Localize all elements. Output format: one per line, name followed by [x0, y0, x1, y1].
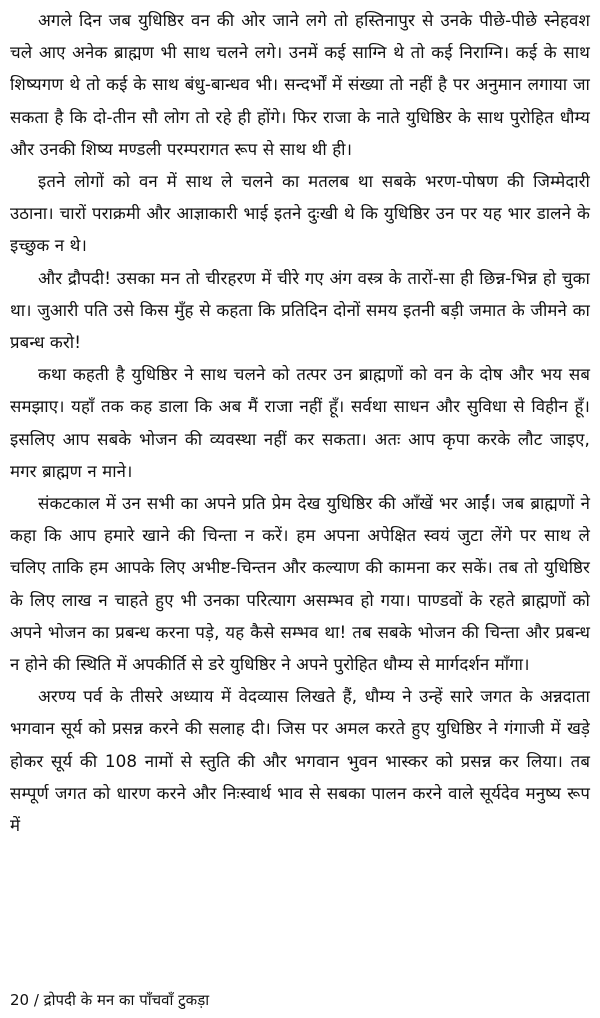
page-footer: 20 / द्रोपदी के मन का पाँचवाँ टुकड़ा — [10, 991, 210, 1009]
paragraph: कथा कहती है युधिष्ठिर ने साथ चलने को तत्पर उन ब्राह्मणों को वन के दोष और भय सब समझाए। यहाँ तक कह डाला कि अब मैं राजा नहीं हूँ। सर्वथा साधन और सुविधा से विहीन हूँ। इसलिए आप सबके भोजन की व्यवस्था नहीं कर सकता। अतः आप कृपा करके लौट जाइए, मगर ब्राह्मण न माने। — [10, 364, 590, 481]
paragraph: अरण्य पर्व के तीसरे अध्याय में वेदव्यास लिखते हैं, धौम्य ने उन्हें सारे जगत के अन्नदाता भगवान सूर्य को प्रसन्न करने की सलाह दी। जिस पर अमल करते हुए युधिष्ठिर ने गंगाजी में खड़े होकर सूर्य की 108 नामों से स्तुति की और भगवान भुवन भास्कर को प्रसन्न कर लिया। तब सम्पूर्ण जगत को धारण करने और निःस्वार्थ भाव से सबका पालन करने वाले सूर्यदेव मनुष्य रूप में — [10, 686, 590, 836]
paragraph: और द्रौपदी! उसका मन तो चीरहरण में चीरे गए अंग वस्त्र के तारों-सा ही छिन्न-भिन्न हो चुका था। जुआरी पति उसे किस मुँह से कहता कि प्रतिदिन दोनों समय इतनी बड़ी जमात के जीमने का प्रबन्ध करो! — [10, 267, 590, 353]
paragraph: संकटकाल में उन सभी का अपने प्रति प्रेम देख युधिष्ठिर की आँखें भर आईं। जब ब्राह्मणों ने कहा कि आप हमारे खाने की चिन्ता न करें। हम अपना अपेक्षित स्वयं जुटा लेंगे पर साथ ले चलिए ताकि हम आपके लिए अभीष्ट-चिन्तन और कल्याण की कामना कर सकें। तब तो युधिष्ठिर के लिए लाख न चाहते हुए भी उनका परित्याग असम्भव हो गया। पाण्डवों के रहते ब्राह्मणों को अपने भोजन का प्रबन्ध करना पड़े, यह कैसे सम्भव था! तब सबके भोजन की चिन्ता और प्रबन्ध न होने की स्थिति में अपकीर्ति से डरे युधिष्ठिर ने अपने पुरोहित धौम्य से मार्गदर्शन माँगा। — [10, 493, 590, 675]
paragraph: अगले दिन जब युधिष्ठिर वन की ओर जाने लगे तो हस्तिनापुर से उनके पीछे-पीछे स्नेहवश चले आए अनेक ब्राह्मण भी साथ चलने लगे। उनमें कई साग्नि थे तो कई निराग्नि। कई के साथ शिष्यगण थे तो कई के साथ बंधु-बान्धव भी। सन्दर्भों में संख्या तो नहीं है पर अनुमान लगाया जा सकता है कि दो-तीन सौ लोग तो रहे ही होंगे। फिर राजा के नाते युधिष्ठिर के साथ पुरोहित धौम्य और उनकी शिष्य मण्डली परम्परागत रूप से साथ थी ही। — [10, 10, 590, 159]
paragraph: इतने लोगों को वन में साथ ले चलने का मतलब था सबके भरण-पोषण की जिम्मेदारी उठाना। चारों पराक्रमी और आज्ञाकारी भाई इतने दुःखी थे कि युधिष्ठिर उन पर यह भार डालने के इच्छुक न थे। — [10, 171, 590, 256]
